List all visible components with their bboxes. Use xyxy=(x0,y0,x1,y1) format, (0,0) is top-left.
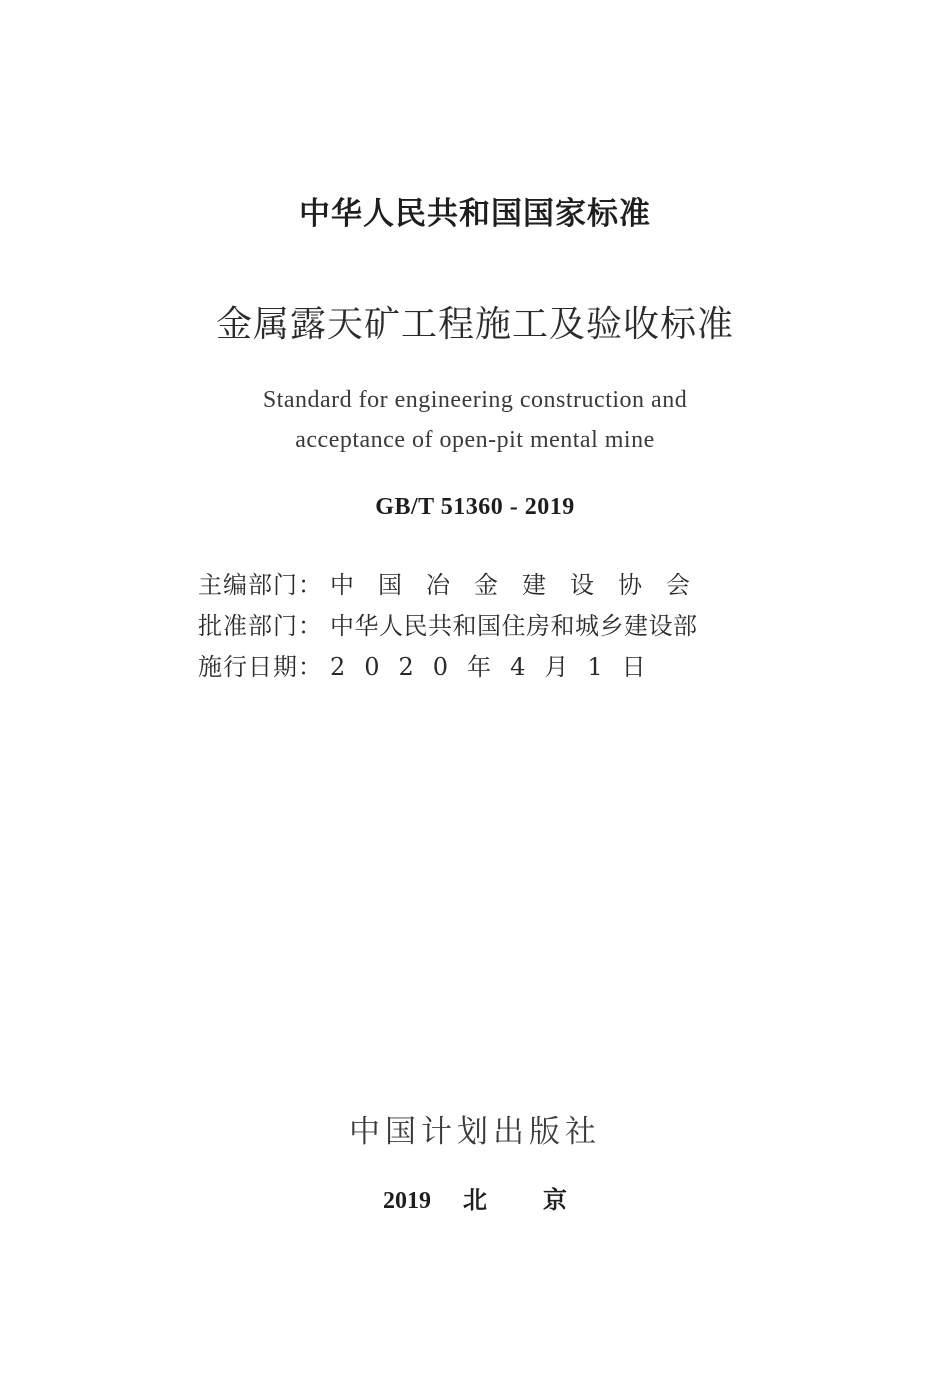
editor-value: 中国冶金建设协会 xyxy=(330,571,714,599)
publication-info xyxy=(198,562,758,685)
publication-year: 2019 xyxy=(383,1188,431,1214)
approver-row xyxy=(198,603,758,644)
standard-series: 中华人民共和国国家标准 xyxy=(299,196,651,232)
title-chinese: 金属露天矿工程施工及验收标准 xyxy=(215,304,734,345)
title-english-line-1: Standard for engineering construction and xyxy=(262,387,688,413)
effective-date-value: 2020年4月1日 xyxy=(330,653,665,681)
publication-place xyxy=(0,1180,950,1215)
standard-code: GB/T 51360 - 2019 xyxy=(375,494,575,520)
effective-date-row xyxy=(198,644,758,685)
title-english xyxy=(0,380,950,460)
publication-city: 北京 xyxy=(463,1188,623,1214)
approver-value: 中华人民共和国住房和城乡建设部 xyxy=(330,612,698,640)
effective-date-label: 施行日期： xyxy=(198,653,323,681)
publisher: 中国计划出版社 xyxy=(349,1114,601,1150)
editor-row xyxy=(198,562,758,603)
title-english-line-2: acceptance of open-pit mental mine xyxy=(295,427,655,453)
editor-label: 主编部门： xyxy=(198,571,323,599)
approver-label: 批准部门： xyxy=(198,612,323,640)
